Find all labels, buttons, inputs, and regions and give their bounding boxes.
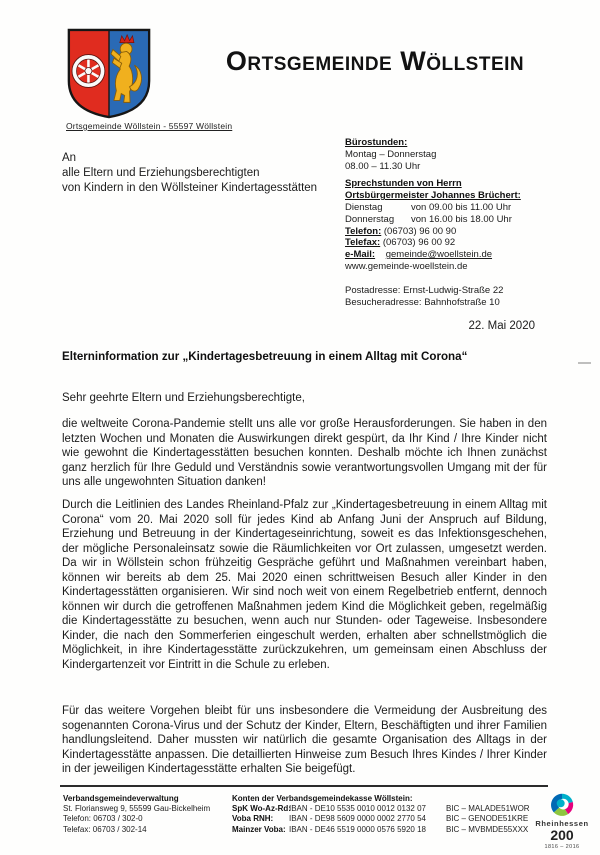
fax-line — [345, 237, 560, 249]
admin-fax: Telefax: 06703 / 302-14 — [63, 824, 147, 834]
admin-address: St. Floriansweg 9, 55599 Gau-Bickelheim — [63, 804, 211, 814]
footer-bank-block — [232, 794, 532, 835]
consultation-row — [345, 202, 560, 214]
bank-name: Voba RNH: — [232, 814, 274, 824]
bank-iban: IBAN - DE98 5609 0000 0002 2770 54 — [289, 814, 426, 824]
consultation-day: Dienstag — [345, 201, 383, 213]
body-paragraph-1: die weltweite Corona-Pandemie stellt uns alle vor große Herausforderungen. Sie haben in den letzten Wochen und Monaten die Auswirkungen direkt gespürt, da Ihr Kind / Ihre Kinder nicht wie gewohnt die Kindertagesstätten besuchen konnten. Deshalb möchte ich Ihnen zunächst ganz herzlich für Ihre Geduld und Verständnis sowie verantwortungsvollen Umgang mit der für uns alle ungewohnten Situation danken! — [62, 418, 547, 489]
consultation-time: von 09.00 bis 11.00 Uhr — [411, 201, 512, 213]
recipient-address-block — [62, 151, 317, 196]
body-paragraph-3: Für das weitere Vorgehen bleibt für uns insbesondere die Vermeidung der Ausbreitung des sogenannten Corona-Virus und der Schutz der Kinder, Eltern, Beschäftigten und ihrer Familien handlungsleitend. Daher mussten wir natürlich die gesamte Organisation des Alltags in der Kindertagesstätte anpassen. Die detaillierten Hinweise zum Besuch Ihres Kindes / Ihrer Kinder in der jeweiligen Kindertagesstätte erhalten Sie beigefügt. — [62, 705, 547, 776]
visitor-address: Besucheradresse: Bahnhofstraße 10 — [345, 296, 500, 308]
footer-admin-block — [63, 794, 228, 835]
contact-info-column — [345, 137, 560, 308]
consultation-time: von 16.00 bis 18.00 Uhr — [411, 213, 512, 225]
consultation-row — [345, 214, 560, 226]
bank-bic: BIC – GENODE51KRE — [446, 814, 529, 824]
bank-name: Mainzer Voba: — [232, 824, 286, 834]
sender-return-address: Ortsgemeinde Wöllstein - 55597 Wöllstein — [66, 121, 233, 131]
bank-iban: IBAN - DE46 5519 0000 0576 5920 18 — [289, 824, 426, 834]
fold-mark — [578, 362, 591, 364]
office-hours-heading: Bürostunden: — [345, 137, 408, 148]
bank-bic: BIC – MVBMDE55XXX — [446, 824, 529, 834]
bank-heading: Konten der Verbandsgemeindekasse Wöllstein: — [232, 794, 413, 803]
letter-date: 22. Mai 2020 — [468, 320, 535, 332]
recipient-line: von Kindern in den Wöllsteiner Kindertagesstätten — [62, 182, 318, 194]
logo-anniversary-number: 200 — [550, 827, 574, 844]
bank-iban: IBAN - DE10 5535 0010 0012 0132 07 — [289, 804, 426, 814]
rheinhessen-anniversary-logo — [532, 792, 592, 852]
postal-address: Postadresse: Ernst-Ludwig-Straße 22 — [345, 284, 504, 296]
admin-name: Verbandsgemeindeverwaltung — [63, 794, 179, 803]
bank-account-row — [232, 825, 532, 835]
rheinhessen-logo-icon — [549, 792, 575, 818]
phone-line — [345, 226, 560, 238]
consultation-heading-1: Sprechstunden von Herrn — [345, 178, 462, 190]
consultation-heading-2: Ortsbürgermeister Johannes Brüchert: — [345, 190, 521, 202]
email-address: gemeinde@woellstein.de — [385, 249, 493, 261]
body-paragraph-2: Durch die Leitlinien des Landes Rheinland-Pfalz zur „Kindertagesbetreuung in einem Alltag mit Corona“ vom 20. Mai 2020 soll für jedes Kind ab Anfang Juni der Anspruch auf Bildung, Erziehung und Betreuung in der Kindertageseinrichtung, soweit es das Infektionsgeschehen, der mögliche Personaleinsatz sowie die Räumlichkeiten vor Ort zulassen, umgesetzt werden. Da wir in Wöllstein schon frühzeitig Gespräche geführt und Maßnahmen vereinbart haben, können wir bereits ab dem 25. Mai 2020 einen schrittweisen Besuch aller Kinder in den Kindertagesstätten organisieren. Wir sind noch weit von einem Regelbetrieb entfernt, dennoch können wir durch die getroffenen Maßnahmen jedem Kind die Möglichkeit geben, regelmäßig die Kindertagesstätte zu besuchen, wenn auch nur Stunden- oder Tageweise. Insbesondere Kinder, die nach den Sommerferien eingeschult werden, erhalten aber schnellstmöglich die Möglichkeit, in ihre Kindertagesstätte zurückzukehren, um gemeinsam einen Abschluss der Kindergartenzeit vor Eintritt in die Schule zu erleben. — [62, 499, 547, 672]
email-line — [345, 249, 560, 261]
footer-divider — [60, 785, 548, 787]
woellstein-coat-of-arms-icon — [60, 26, 158, 120]
bank-bic: BIC – MALADE51WOR — [446, 804, 530, 814]
bank-name: SpK Wo-Az-Rd: — [232, 804, 291, 814]
admin-phone: Telefon: 06703 / 302-0 — [63, 814, 143, 824]
consultation-day: Donnerstag — [345, 213, 395, 225]
logo-region-label: Rheinhessen — [535, 819, 589, 828]
subject-line: Elterninformation zur „Kindertagesbetreuung in einem Alltag mit Corona“ — [62, 350, 468, 363]
recipient-line: An — [62, 152, 77, 164]
bank-account-row — [232, 814, 532, 824]
fax-number: (06703) 96 00 92 — [382, 237, 456, 249]
salutation: Sehr geehrte Eltern und Erziehungsberechtigte, — [62, 392, 305, 404]
fax-label: Telefax: — [345, 237, 381, 249]
phone-label: Telefon: — [345, 225, 382, 237]
bank-account-row — [232, 804, 532, 814]
office-hours-time: 08.00 – 11.30 Uhr — [345, 160, 421, 172]
page-title: Ortsgemeinde Wöllstein — [225, 46, 525, 76]
recipient-line: alle Eltern und Erziehungsberechtigten — [62, 167, 260, 179]
logo-years-range: 1816 – 2016 — [544, 844, 580, 851]
office-hours-days: Montag – Donnerstag — [345, 148, 437, 160]
website-url: www.gemeinde-woellstein.de — [345, 260, 468, 272]
email-label: e-Mail: — [345, 249, 376, 261]
phone-number: (06703) 96 00 90 — [383, 225, 457, 237]
